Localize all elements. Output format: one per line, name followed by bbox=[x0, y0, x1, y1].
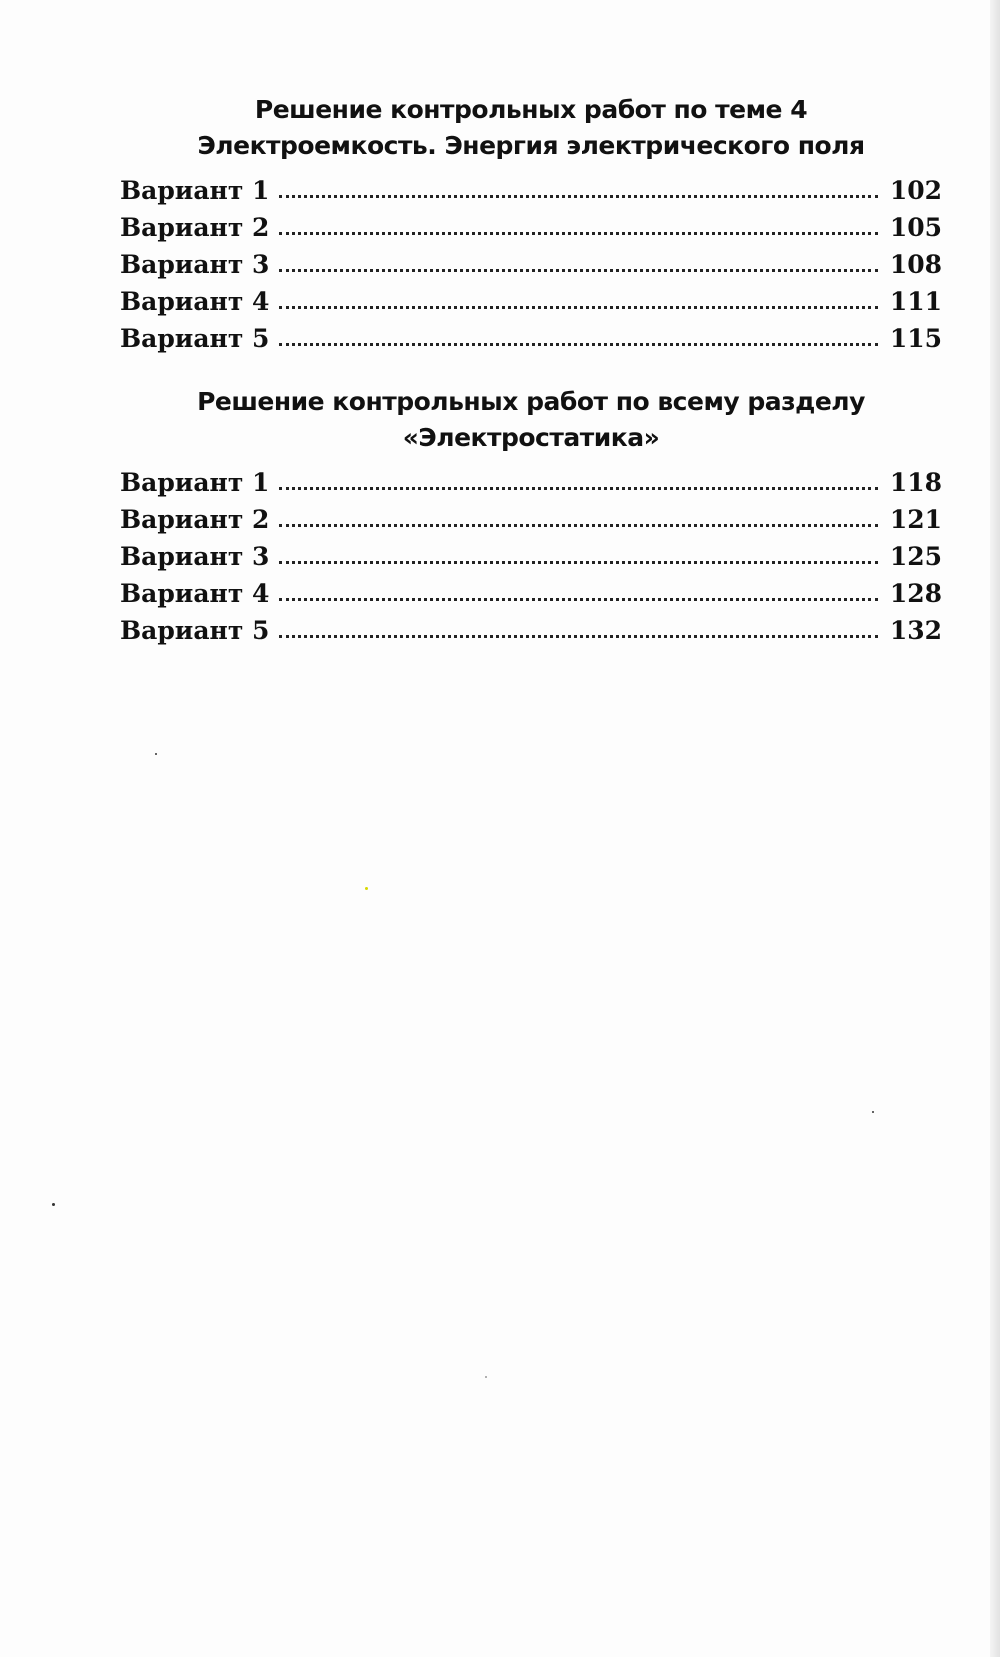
toc-entry-label: Вариант 4 bbox=[120, 579, 270, 608]
toc-entry-label: Вариант 1 bbox=[120, 468, 270, 497]
leader-dots bbox=[279, 195, 877, 198]
toc-entry-page: 115 bbox=[889, 324, 942, 353]
leader-dots bbox=[279, 232, 877, 235]
leader-dots bbox=[279, 343, 877, 346]
toc-entry-page: 125 bbox=[889, 542, 942, 571]
heading-line-2: Электроемкость. Энергия электрического поля bbox=[197, 131, 865, 160]
toc-section-electrostatics bbox=[120, 384, 942, 649]
leader-dots bbox=[279, 635, 877, 638]
heading-line-1: Решение контрольных работ по всему разделу bbox=[197, 387, 865, 416]
toc-entry-page: 111 bbox=[889, 287, 942, 316]
section-heading bbox=[120, 384, 942, 456]
toc-entry bbox=[120, 612, 942, 649]
toc-entry-label: Вариант 1 bbox=[120, 176, 270, 205]
toc-section-topic-4 bbox=[120, 92, 942, 357]
scan-speck bbox=[872, 1111, 874, 1113]
toc-entry-label: Вариант 3 bbox=[120, 250, 270, 279]
scan-speck bbox=[52, 1203, 55, 1206]
toc-entry-label: Вариант 2 bbox=[120, 213, 270, 242]
toc-entry bbox=[120, 320, 942, 357]
toc-entry bbox=[120, 283, 942, 320]
toc-entry bbox=[120, 246, 942, 283]
toc-list bbox=[120, 172, 942, 357]
toc-entry-page: 118 bbox=[889, 468, 942, 497]
toc-entry bbox=[120, 172, 942, 209]
leader-dots bbox=[279, 524, 877, 527]
toc-list bbox=[120, 464, 942, 649]
toc-entry-label: Вариант 5 bbox=[120, 324, 270, 353]
toc-entry bbox=[120, 538, 942, 575]
toc-entry bbox=[120, 575, 942, 612]
toc-entry-page: 121 bbox=[889, 505, 942, 534]
page-edge-shadow bbox=[990, 0, 1000, 1657]
leader-dots bbox=[279, 598, 877, 601]
toc-entry-page: 108 bbox=[889, 250, 942, 279]
toc-entry-label: Вариант 3 bbox=[120, 542, 270, 571]
scan-speck bbox=[365, 887, 368, 890]
leader-dots bbox=[279, 487, 877, 490]
toc-entry-page: 105 bbox=[889, 213, 942, 242]
scan-speck bbox=[155, 753, 157, 755]
leader-dots bbox=[279, 561, 877, 564]
toc-entry-page: 128 bbox=[889, 579, 942, 608]
heading-line-1: Решение контрольных работ по теме 4 bbox=[254, 95, 808, 124]
section-heading bbox=[120, 92, 942, 164]
toc-entry-label: Вариант 2 bbox=[120, 505, 270, 534]
toc-entry bbox=[120, 501, 942, 538]
toc-entry bbox=[120, 464, 942, 501]
toc-entry-label: Вариант 5 bbox=[120, 616, 270, 645]
heading-line-2: «Электростатика» bbox=[402, 423, 660, 452]
toc-entry bbox=[120, 209, 942, 246]
toc-entry-page: 132 bbox=[889, 616, 942, 645]
toc-entry-label: Вариант 4 bbox=[120, 287, 270, 316]
leader-dots bbox=[279, 269, 877, 272]
leader-dots bbox=[279, 306, 877, 309]
scan-speck bbox=[485, 1376, 487, 1378]
toc-entry-page: 102 bbox=[889, 176, 942, 205]
